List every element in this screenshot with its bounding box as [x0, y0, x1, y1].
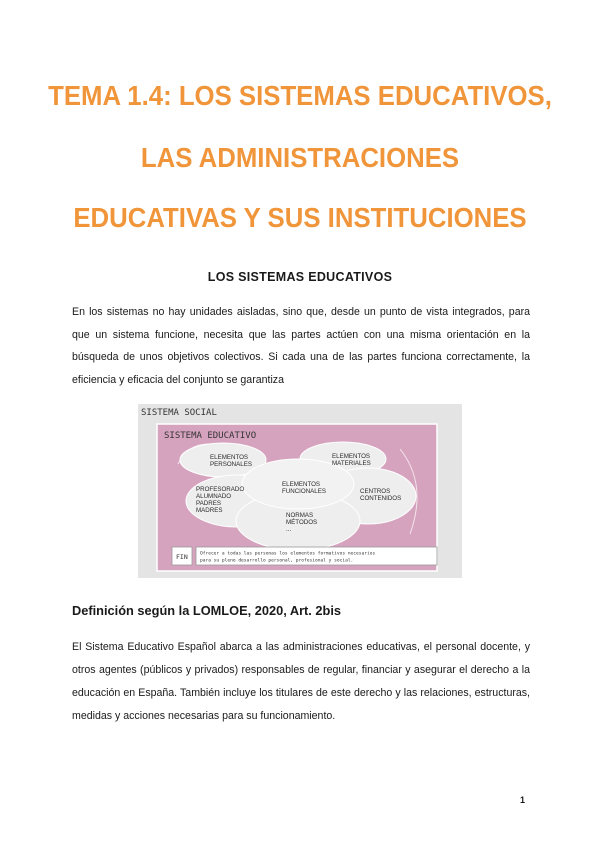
social-system-label: SISTEMA SOCIAL — [141, 408, 217, 418]
functional-elements-text-2: FUNCIONALES — [282, 488, 327, 495]
intro-paragraph: En los sistemas no hay unidades aisladas, sino que, desde un punto de vista integrados, para que un sistema funcione, necesita que las partes actúen con una misma orientación en la búsqueda de unos objetivos colectivos. Si cada una de las partes funciona correctamente, la eficiencia y eficacia del conjunto se garantiza — [72, 306, 530, 386]
norms-text-2: MÉTODOS — [286, 519, 318, 526]
centers-text-2: CONTENIDOS — [360, 495, 402, 502]
definition-paragraph: El Sistema Educativo Español abarca a las administraciones educativas, el personal docente, y otros agentes (públicos y privados) responsables de regular, financiar y asegurar el derecho a la educación en España. También incluye los titulares de este derecho y las relaciones, estructuras, medidas y acciones necesarias para su funcionamiento. — [72, 641, 530, 722]
material-elements-text-2: MATERIALES — [332, 460, 371, 467]
title-line-3: EDUCATIVAS Y SUS INSTITUCIONES — [73, 202, 527, 233]
section-heading: LOS SISTEMAS EDUCATIVOS — [207, 270, 393, 284]
staff-text-4: MADRES — [196, 507, 223, 514]
title-line-1: TEMA 1.4: LOS SISTEMAS EDUCATIVOS, — [48, 80, 552, 111]
norms-text-3: ... — [286, 526, 292, 533]
education-system-diagram — [138, 404, 462, 578]
fin-description-line-1: Ofrecer a todas las personas los elementos formativos necesarios — [200, 551, 376, 557]
staff-text-2: ALUMNADO — [196, 493, 232, 500]
personal-elements-text-1: ELEMENTOS — [210, 454, 249, 461]
fin-description-line-2: para su pleno desarrollo personal, profesional y social. — [200, 558, 354, 564]
title-line-2: LAS ADMINISTRACIONES — [140, 142, 460, 173]
staff-text-1: PROFESORADO — [196, 486, 245, 493]
personal-elements-text-2: PERSONALES — [210, 461, 252, 468]
centers-text-1: CENTROS — [360, 488, 391, 495]
definition-heading: Definición según la LOMLOE, 2020, Art. 2bis — [72, 603, 342, 618]
page-number: 1 — [520, 795, 526, 805]
education-system-label: SISTEMA EDUCATIVO — [164, 431, 257, 441]
fin-label: FIN — [176, 553, 188, 561]
material-elements-text-1: ELEMENTOS — [332, 453, 371, 460]
norms-text-1: NORMAS — [286, 512, 314, 519]
staff-text-3: PADRES — [196, 500, 221, 507]
functional-elements-text-1: ELEMENTOS — [282, 481, 321, 488]
